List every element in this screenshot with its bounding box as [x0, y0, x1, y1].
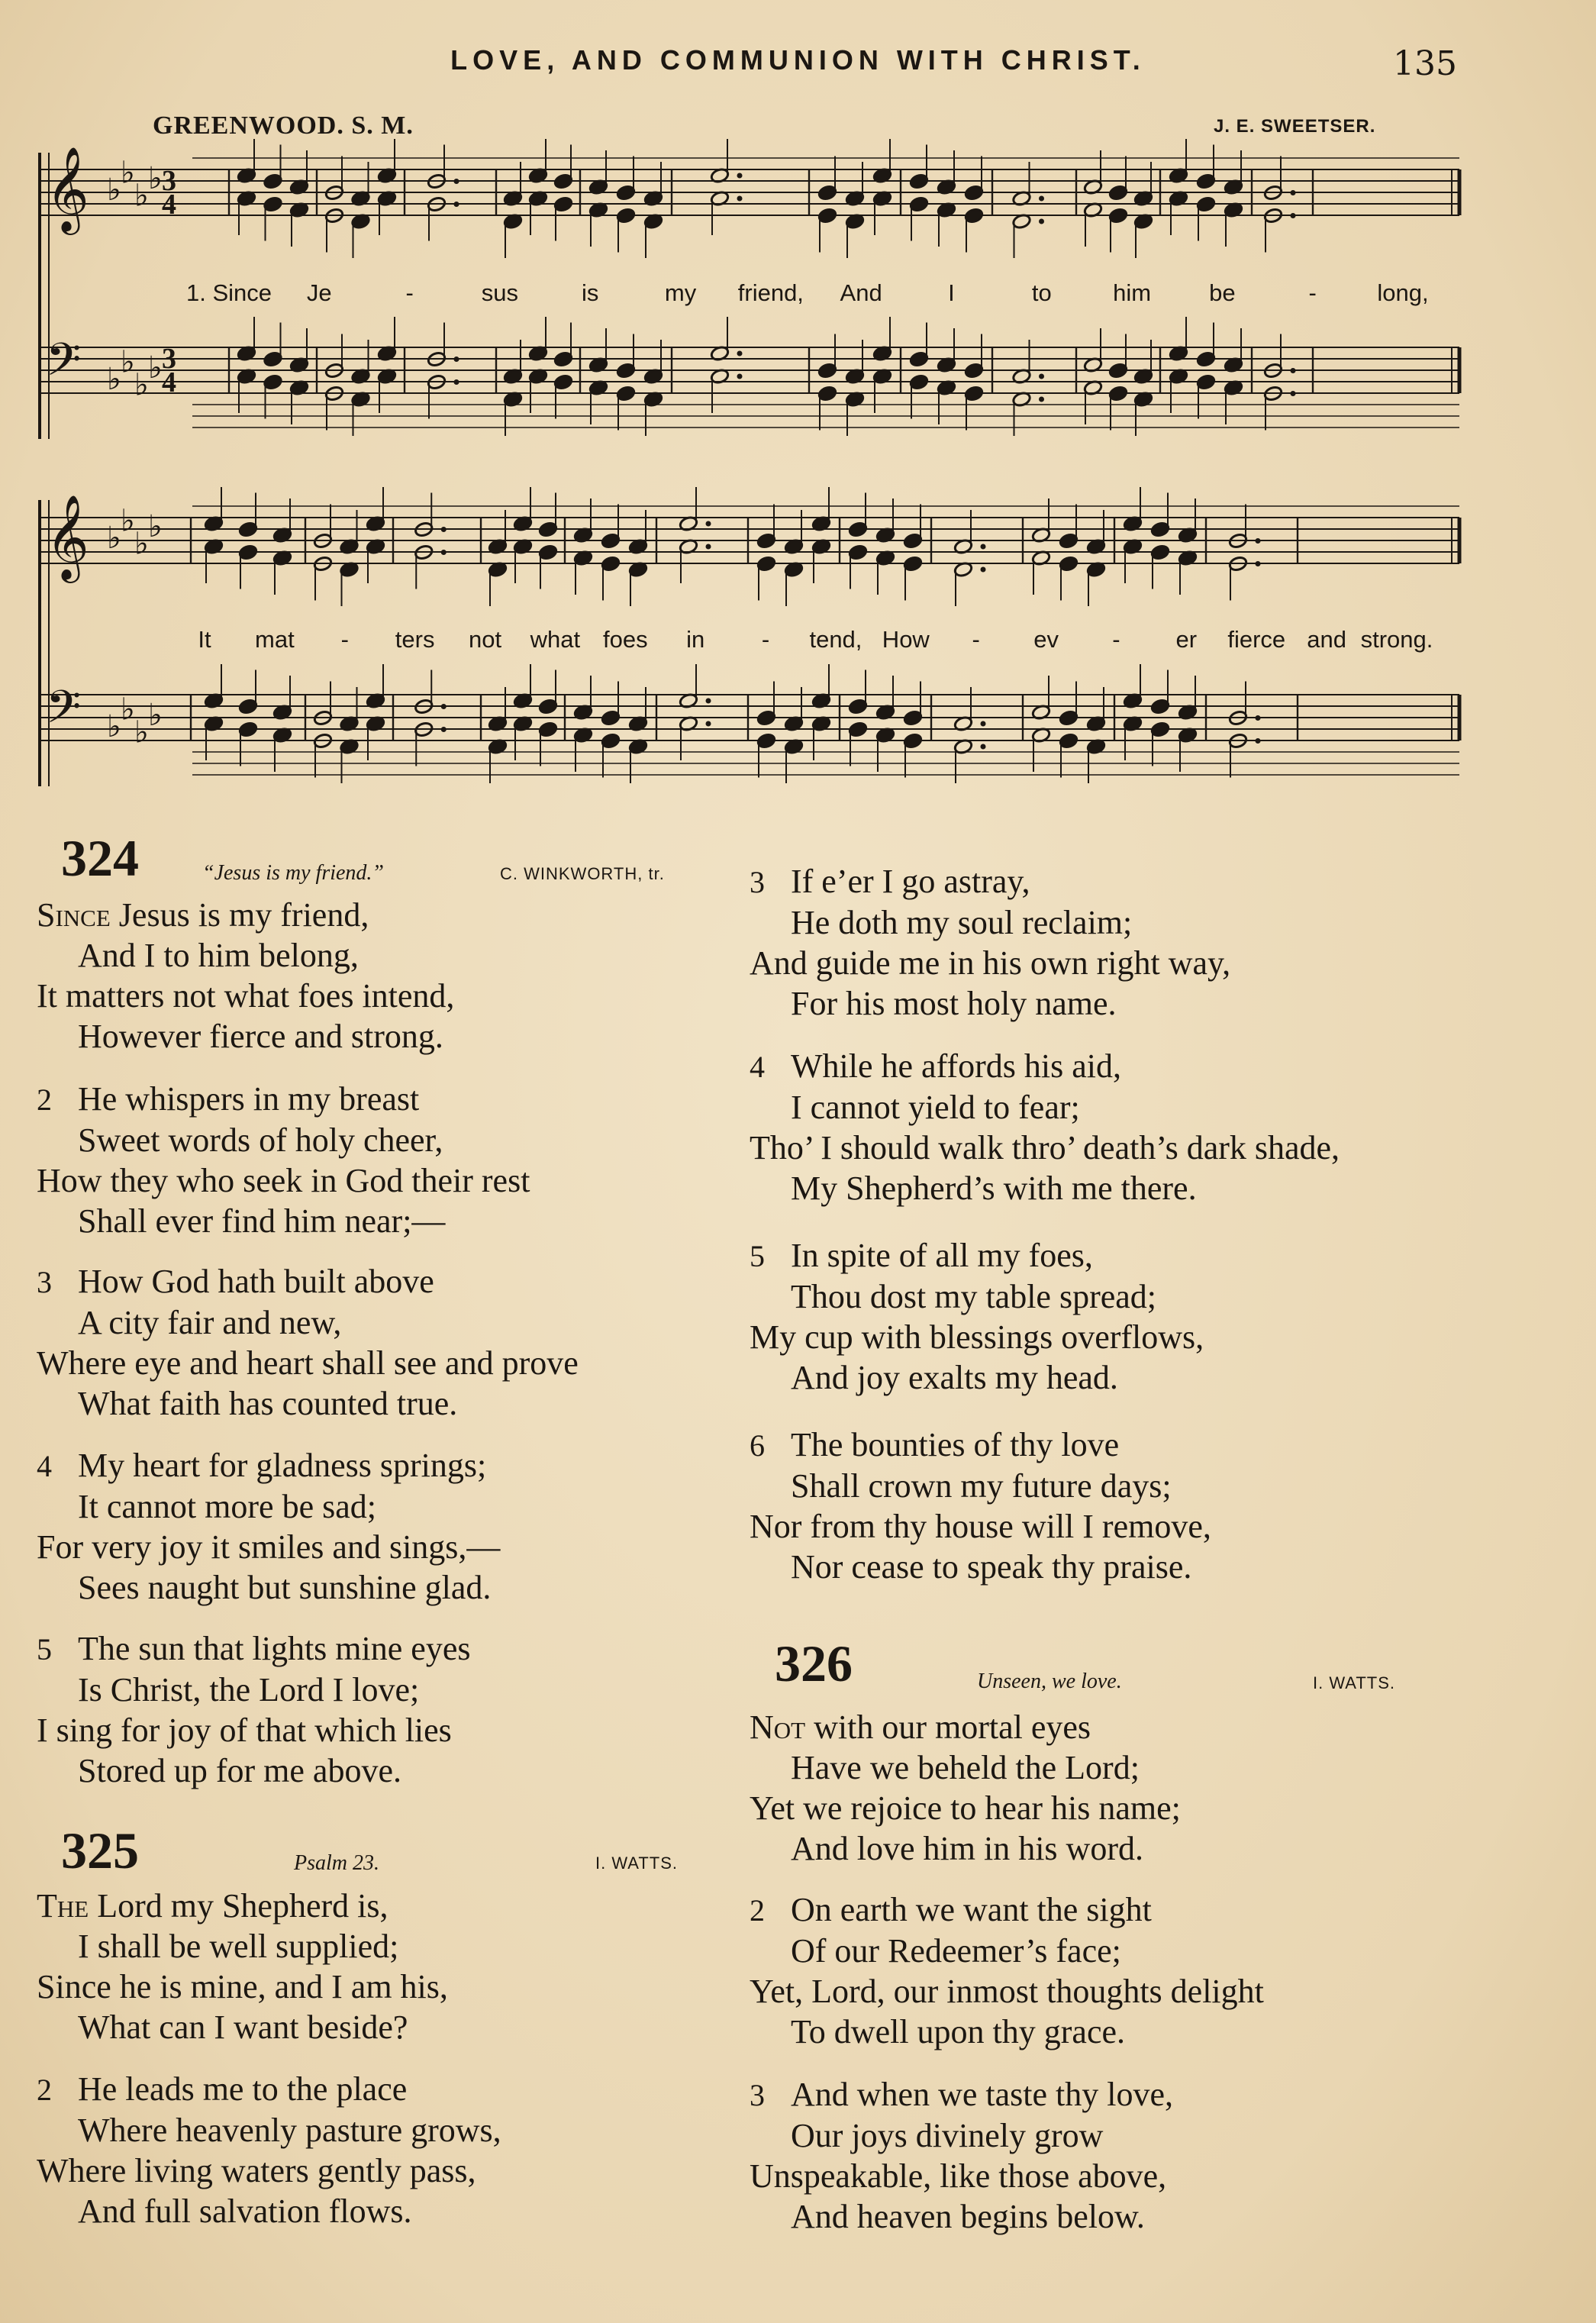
- stanza-line: [37, 895, 454, 935]
- flat-icon: ♭: [134, 178, 149, 214]
- stanza-line: Of our Redeemer’s face;: [791, 1932, 1121, 1970]
- stanza-line-text: If e’er I go astray,: [791, 863, 1030, 900]
- lyric-syllable: friend,: [737, 279, 804, 306]
- stanza-line: He doth my soul reclaim;: [791, 904, 1133, 941]
- stanza-number: 2: [37, 2073, 52, 2107]
- lyric-syllable: be: [1209, 279, 1236, 306]
- stanza-first-word: The: [37, 1887, 89, 1925]
- dot: [454, 179, 459, 184]
- dot: [706, 544, 711, 550]
- stanza-line: Sees naught but sunshine glad.: [78, 1569, 492, 1606]
- stanza-line-text: On earth we want the sight: [791, 1891, 1152, 1928]
- dot: [737, 173, 743, 179]
- bass-clef-icon: 𝄢: [46, 680, 82, 744]
- dot: [454, 379, 459, 385]
- lyric-syllable: strong.: [1360, 626, 1433, 653]
- stanza-line: [750, 1235, 1204, 1276]
- stanza-line-text: The sun that lights mine eyes: [78, 1630, 471, 1667]
- lyric-syllable: to: [1031, 279, 1052, 306]
- hymn-author-326: I. WATTS.: [1313, 1673, 1395, 1692]
- lyric-syllable: And: [840, 279, 882, 306]
- lyric-syllable: him: [1113, 279, 1152, 306]
- stanza: [750, 1424, 1211, 1587]
- stanza: [37, 1445, 500, 1608]
- stanza-line: Is Christ, the Lord I love;: [78, 1671, 420, 1708]
- flat-icon: ♭: [121, 503, 135, 539]
- stanza-number: 3: [750, 2078, 765, 2112]
- flat-icon: ♭: [148, 350, 163, 386]
- flat-icon: ♭: [121, 344, 135, 380]
- lyric-syllable: foes: [602, 626, 648, 653]
- dot: [441, 527, 447, 532]
- lyric-syllable: How: [882, 626, 930, 653]
- lyric-syllable: -: [761, 626, 770, 653]
- flat-icon: ♭: [134, 715, 149, 750]
- lyric-syllable: and: [1307, 626, 1346, 653]
- stanza-line: It cannot more be sad;: [78, 1488, 376, 1525]
- stanza: [37, 1079, 530, 1241]
- stanza-line: For very joy it smiles and sings,—: [37, 1528, 501, 1566]
- stanza-line: I shall be well supplied;: [78, 1928, 399, 1965]
- stanza-line: [750, 1707, 1181, 1747]
- stanza-line-text: Jesus is my friend,: [110, 896, 369, 934]
- stanza-number: 5: [750, 1239, 765, 1273]
- stanza-line: To dwell upon thy grace.: [791, 2013, 1126, 2050]
- flat-icon: ♭: [107, 521, 121, 556]
- lyric-syllable: fierce: [1227, 626, 1286, 653]
- dot: [706, 721, 711, 727]
- stanza-line: A city fair and new,: [78, 1304, 342, 1341]
- stanza-line: Stored up for me above.: [78, 1752, 401, 1789]
- stanza: [750, 1235, 1204, 1398]
- stanza-line: [750, 2074, 1173, 2115]
- stanza-line: For his most holy name.: [791, 985, 1117, 1022]
- dot: [1291, 391, 1296, 396]
- flat-icon: ♭: [134, 526, 149, 562]
- time-signature-bottom: 4: [162, 366, 176, 398]
- stanza-line: [37, 1886, 448, 1926]
- stanza-number: 4: [750, 1050, 765, 1084]
- stanza-line: My Shepherd’s with me there.: [791, 1170, 1197, 1207]
- lyric-syllable: sus: [481, 279, 519, 306]
- stanza-line: However fierce and strong.: [78, 1018, 443, 1055]
- bass-clef-icon: 𝄢: [46, 333, 82, 397]
- dot: [1039, 196, 1044, 202]
- stanza-line: What faith has counted true.: [78, 1385, 458, 1422]
- hymn-title-324: “Jesus is my friend.”: [202, 861, 384, 885]
- running-head: LOVE, AND COMMUNION WITH CHRIST.: [450, 44, 1146, 76]
- page-number: 135: [1393, 44, 1457, 83]
- dot: [441, 704, 447, 709]
- stanza-line: [37, 2069, 501, 2110]
- stanza: [37, 895, 454, 1057]
- stanza-line-text: He whispers in my breast: [78, 1080, 420, 1118]
- lyric-syllable: in: [686, 626, 705, 653]
- lyric-syllable: -: [1308, 279, 1317, 306]
- stanza-line: Where heavenly pasture grows,: [78, 2112, 501, 2149]
- stanza-line: And full salvation flows.: [78, 2192, 412, 2230]
- lyric-syllable: er: [1175, 626, 1198, 653]
- stanza-line: Yet we rejoice to hear his name;: [750, 1789, 1181, 1827]
- flat-icon: ♭: [134, 367, 149, 403]
- stanza-line: And joy exalts my head.: [791, 1359, 1118, 1396]
- lyric-syllable: -: [405, 279, 414, 306]
- stanza-line: And I to him belong,: [78, 937, 359, 974]
- hymn-title-326: Unseen, we love.: [977, 1670, 1122, 1693]
- flat-icon: ♭: [121, 155, 135, 191]
- dot: [1256, 738, 1261, 744]
- dot: [1256, 715, 1261, 721]
- stanza-number: 5: [37, 1632, 52, 1666]
- stanza-number: 6: [750, 1428, 765, 1463]
- flat-icon: ♭: [107, 709, 121, 744]
- stanza-line-text: My heart for gladness springs;: [78, 1447, 487, 1484]
- stanza: [750, 2074, 1173, 2237]
- stanza: [750, 1707, 1181, 1869]
- stanza-number: 4: [37, 1449, 52, 1483]
- flat-icon: ♭: [148, 698, 163, 733]
- stanza-line: [37, 1261, 579, 1302]
- dot: [1256, 538, 1261, 544]
- stanza: [37, 1628, 470, 1791]
- stanza-line: How they who seek in God their rest: [37, 1162, 530, 1199]
- stanza-first-word: Since: [37, 896, 111, 934]
- stanza-number: 3: [37, 1265, 52, 1299]
- stanza-line-text: And when we taste thy love,: [791, 2076, 1173, 2113]
- stanza-line: Since he is mine, and I am his,: [37, 1968, 448, 2005]
- hymn-number-325: 325: [61, 1821, 139, 1879]
- stanza-line: Yet, Lord, our inmost thoughts delight: [750, 1973, 1264, 2010]
- lyric-syllable: what: [530, 626, 581, 653]
- stanza-line-text: with our mortal eyes: [805, 1708, 1091, 1746]
- dot: [1256, 561, 1261, 566]
- dot: [981, 721, 986, 727]
- stanza-line-text: While he affords his aid,: [791, 1047, 1121, 1085]
- stanza-line-text: How God hath built above: [78, 1263, 434, 1300]
- lyric-syllable: ev: [1033, 626, 1059, 653]
- stanza-number: 3: [750, 865, 765, 899]
- stanza-line: I cannot yield to fear;: [791, 1089, 1080, 1126]
- stanza-number: 2: [750, 1893, 765, 1928]
- stanza-line: It matters not what foes intend,: [37, 977, 455, 1015]
- stanza-first-word: Not: [750, 1708, 806, 1746]
- stanza-line: Where eye and heart shall see and prove: [37, 1344, 579, 1382]
- music-score: [0, 0, 1596, 824]
- flat-icon: ♭: [148, 509, 163, 544]
- hymn-author-325: I. WATTS.: [595, 1854, 678, 1873]
- stanza-line: What can I want beside?: [78, 2008, 408, 2046]
- stanza-line: Shall ever find him near;—: [78, 1202, 446, 1240]
- hymn-author-324: C. WINKWORTH, tr.: [500, 864, 665, 883]
- hymn-number-324: 324: [61, 829, 139, 887]
- stanza-line: Have we beheld the Lord;: [791, 1749, 1140, 1786]
- stanza-line: Our joys divinely grow: [791, 2117, 1104, 2154]
- lyric-syllable: not: [468, 626, 502, 653]
- dot: [1039, 219, 1044, 224]
- dot: [454, 202, 459, 207]
- stanza: [750, 1046, 1340, 1208]
- dot: [454, 357, 459, 362]
- lyric-syllable: ters: [395, 626, 435, 653]
- dot: [1039, 397, 1044, 402]
- stanza-line: My cup with blessings overflows,: [750, 1318, 1204, 1356]
- stanza-line: Sweet words of holy cheer,: [78, 1121, 443, 1159]
- flat-icon: ♭: [107, 362, 121, 397]
- stanza-line: [750, 1424, 1211, 1466]
- hymn-number-326: 326: [775, 1634, 853, 1692]
- stanza-line: [37, 1445, 500, 1486]
- stanza: [750, 861, 1230, 1024]
- lyric-syllable: I: [948, 279, 955, 306]
- stanza-line: [37, 1079, 530, 1120]
- dot: [737, 351, 743, 357]
- dot: [1291, 213, 1296, 218]
- stanza-line: Where living waters gently pass,: [37, 2152, 476, 2189]
- tune-name: GREENWOOD. S. M.: [153, 111, 414, 140]
- stanza-line: Unspeakable, like those above,: [750, 2157, 1167, 2195]
- lyric-syllable: long,: [1377, 279, 1429, 306]
- stanza: [37, 1886, 448, 2047]
- stanza-line: I sing for joy of that which lies: [37, 1712, 452, 1749]
- dot: [706, 699, 711, 704]
- time-signature-top: 3: [162, 165, 176, 197]
- flat-icon: ♭: [148, 161, 163, 196]
- stanza-line: Tho’ I should walk thro’ death’s dark shade,: [750, 1129, 1340, 1166]
- stanza-line: Nor cease to speak thy praise.: [791, 1548, 1192, 1586]
- treble-clef-icon: 𝄞: [46, 146, 89, 231]
- dot: [981, 744, 986, 750]
- stanza-line-text: The bounties of thy love: [791, 1426, 1120, 1463]
- stanza-line: Thou dost my table spread;: [791, 1278, 1157, 1315]
- stanza-line: [750, 1046, 1340, 1087]
- stanza-line: And heaven begins below.: [791, 2198, 1145, 2235]
- hymn-title-325: Psalm 23.: [294, 1851, 379, 1875]
- stanza: [37, 2069, 501, 2231]
- stanza-line: Shall crown my future days;: [791, 1467, 1172, 1505]
- flat-icon: ♭: [121, 692, 135, 728]
- stanza-line: And love him in his word.: [791, 1830, 1143, 1867]
- stanza-line-text: He leads me to the place: [78, 2070, 408, 2108]
- dot: [1291, 190, 1296, 195]
- stanza-line: And guide me in his own right way,: [750, 944, 1231, 982]
- lyric-syllable: 1. Since: [185, 279, 272, 306]
- composer: J. E. SWEETSER.: [1214, 116, 1376, 137]
- lyric-syllable: mat: [255, 626, 295, 653]
- dot: [1291, 368, 1296, 373]
- stanza-line-text: Lord my Shepherd is,: [89, 1887, 389, 1925]
- stanza-line: [750, 1889, 1264, 1931]
- stanza: [750, 1889, 1264, 2052]
- dot: [1039, 374, 1044, 379]
- stanza-line: [750, 861, 1230, 902]
- lyric-syllable: It: [198, 626, 211, 653]
- lyric-syllable: -: [340, 626, 349, 653]
- dot: [706, 521, 711, 527]
- time-signature-bottom: 4: [162, 189, 176, 221]
- dot: [981, 567, 986, 573]
- dot: [441, 727, 447, 732]
- time-signature-top: 3: [162, 343, 176, 375]
- stanza-line: [37, 1628, 470, 1670]
- stanza-line-text: In spite of all my foes,: [791, 1237, 1093, 1274]
- stanza: [37, 1261, 579, 1424]
- lyric-syllable: Je: [306, 279, 332, 306]
- stanza-line: Nor from thy house will I remove,: [750, 1508, 1211, 1545]
- stanza-number: 2: [37, 1082, 52, 1117]
- dot: [737, 196, 743, 202]
- lyric-syllable: my: [664, 279, 697, 306]
- lyric-syllable: -: [972, 626, 980, 653]
- dot: [981, 544, 986, 550]
- dot: [737, 374, 743, 379]
- dot: [441, 550, 447, 555]
- treble-clef-icon: 𝄞: [46, 494, 89, 579]
- lyric-syllable: is: [582, 279, 599, 306]
- lyric-syllable: tend,: [809, 626, 862, 653]
- flat-icon: ♭: [107, 173, 121, 208]
- lyric-syllable: -: [1112, 626, 1120, 653]
